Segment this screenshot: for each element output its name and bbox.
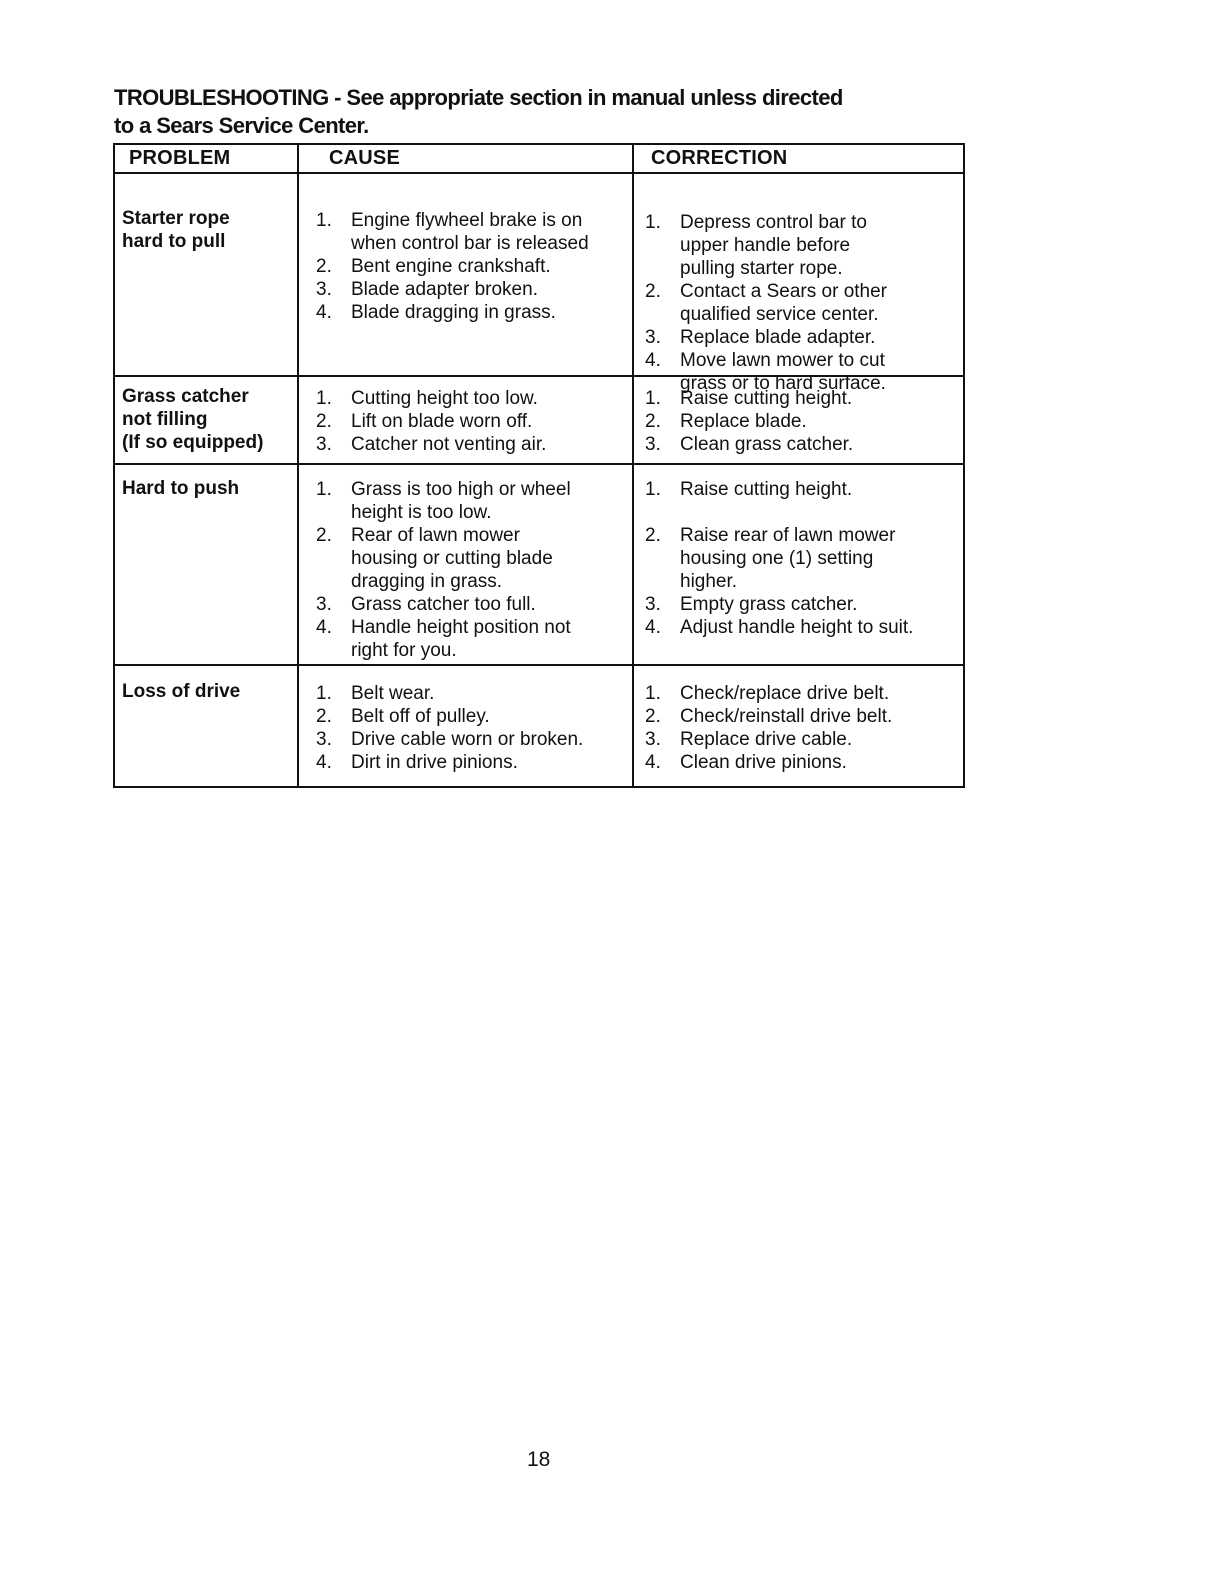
- item-number: 1.: [316, 388, 332, 409]
- cause-list: [316, 478, 631, 662]
- table-row: [115, 465, 963, 666]
- cause-item: [316, 209, 631, 255]
- correction-item: [645, 751, 963, 774]
- cause-item: [316, 255, 631, 278]
- cause-item: [316, 682, 631, 705]
- correction-list: [645, 387, 963, 456]
- correction-item: [645, 478, 963, 501]
- item-number: 2.: [316, 525, 332, 546]
- item-number: 3.: [316, 594, 332, 615]
- cause-item: [316, 410, 631, 433]
- item-number: 3.: [316, 279, 332, 300]
- item-text: Engine flywheel brake is on when control bar is released: [351, 210, 589, 254]
- item-text: Clean drive pinions.: [680, 752, 847, 773]
- correction-item: [645, 593, 963, 616]
- item-text: Grass catcher too full.: [351, 594, 536, 615]
- item-text: Raise rear of lawn mower housing one (1) setting higher.: [680, 525, 896, 592]
- cause-item: [316, 751, 631, 774]
- correction-list: [645, 478, 963, 639]
- item-number: 1.: [316, 683, 332, 704]
- correction-item: [645, 616, 963, 639]
- correction-item: [645, 682, 963, 705]
- item-text: Replace blade adapter.: [680, 327, 876, 348]
- heading-line-2: to a Sears Service Center.: [114, 113, 369, 138]
- correction-item: [645, 280, 963, 326]
- item-text: Replace drive cable.: [680, 729, 853, 750]
- item-text: Move lawn mower to cut grass or to hard surface.: [680, 350, 886, 394]
- item-number: 3.: [645, 327, 661, 348]
- item-text: Cutting height too low.: [351, 388, 538, 409]
- item-number: 2.: [316, 256, 332, 277]
- item-text: Clean grass catcher.: [680, 434, 854, 455]
- item-number: 1.: [316, 210, 332, 231]
- cause-item: [316, 478, 631, 524]
- cause-item: [316, 301, 631, 324]
- item-text: Belt off of pulley.: [351, 706, 490, 727]
- correction-item: [645, 326, 963, 349]
- page-number: 18: [527, 1448, 551, 1471]
- item-number: 1.: [645, 388, 661, 409]
- correction-item: [645, 410, 963, 433]
- cause-list: [316, 387, 631, 456]
- problem-cell: Grass catcher not filling (If so equipped): [122, 386, 264, 453]
- cause-item: [316, 278, 631, 301]
- item-number: 2.: [645, 281, 661, 302]
- table-row: [115, 174, 963, 394]
- page-heading: [114, 84, 974, 140]
- problem-cell: Loss of drive: [122, 681, 241, 702]
- item-text: Grass is too high or wheel height is too low.: [351, 479, 571, 523]
- correction-list: [645, 211, 963, 395]
- item-text: Adjust handle height to suit.: [680, 617, 914, 638]
- cause-item: [316, 433, 631, 456]
- item-number: 3.: [645, 729, 661, 750]
- item-text: Contact a Sears or other qualified service center.: [680, 281, 887, 325]
- item-number: 2.: [645, 525, 661, 546]
- item-number: 1.: [645, 683, 661, 704]
- item-text: Empty grass catcher.: [680, 594, 858, 615]
- item-number: 1.: [645, 479, 661, 500]
- item-text: Blade dragging in grass.: [351, 302, 556, 323]
- item-text: Depress control bar to upper handle before pulling starter rope.: [680, 212, 867, 279]
- item-text: Drive cable worn or broken.: [351, 729, 584, 750]
- correction-item: [645, 728, 963, 751]
- cause-item: [316, 387, 631, 410]
- item-text: Raise cutting height.: [680, 479, 853, 500]
- problem-cell: Starter rope hard to pull: [122, 208, 230, 252]
- item-number: 4.: [316, 752, 332, 773]
- correction-item: [645, 211, 963, 280]
- cause-item: [316, 524, 631, 593]
- cause-item: [316, 593, 631, 616]
- cause-item: [316, 728, 631, 751]
- item-number: 4.: [645, 752, 661, 773]
- table-row: [115, 377, 963, 465]
- item-number: 3.: [316, 729, 332, 750]
- problem-cell: Hard to push: [122, 478, 240, 499]
- cause-list: [316, 682, 631, 774]
- item-number: 4.: [645, 617, 661, 638]
- item-text: Raise cutting height.: [680, 388, 853, 409]
- item-number: 2.: [645, 411, 661, 432]
- header-correction: CORRECTION: [651, 147, 788, 169]
- item-text: Catcher not venting air.: [351, 434, 547, 455]
- header-problem: PROBLEM: [129, 147, 231, 169]
- correction-item: [645, 433, 963, 456]
- cause-item: [316, 705, 631, 728]
- item-number: 2.: [316, 706, 332, 727]
- item-text: Rear of lawn mower housing or cutting blade dragging in grass.: [351, 525, 553, 592]
- item-text: Belt wear.: [351, 683, 435, 704]
- item-text: Bent engine crankshaft.: [351, 256, 551, 277]
- heading-line-1: TROUBLESHOOTING - See appropriate section in manual unless directed: [114, 85, 843, 110]
- item-number: 1.: [316, 479, 332, 500]
- troubleshooting-table: [113, 143, 965, 788]
- item-text: Dirt in drive pinions.: [351, 752, 518, 773]
- correction-item: [645, 387, 963, 410]
- correction-item: [645, 705, 963, 728]
- item-text: Check/reinstall drive belt.: [680, 706, 893, 727]
- table-header-row: [115, 145, 963, 174]
- item-text: Lift on blade worn off.: [351, 411, 533, 432]
- item-number: 3.: [645, 434, 661, 455]
- cause-list: [316, 209, 631, 324]
- item-number: 4.: [316, 302, 332, 323]
- header-cause: CAUSE: [329, 147, 401, 169]
- item-text: Replace blade.: [680, 411, 807, 432]
- item-number: 3.: [316, 434, 332, 455]
- correction-item: [645, 524, 963, 593]
- item-number: 2.: [645, 706, 661, 727]
- table-row: [115, 666, 963, 786]
- item-number: 4.: [316, 617, 332, 638]
- item-number: 1.: [645, 212, 661, 233]
- item-text: Check/replace drive belt.: [680, 683, 890, 704]
- item-number: 4.: [645, 350, 661, 371]
- item-number: 3.: [645, 594, 661, 615]
- correction-list: [645, 682, 963, 774]
- cause-item: [316, 616, 631, 662]
- item-text: Blade adapter broken.: [351, 279, 538, 300]
- item-text: Handle height position not right for you.: [351, 617, 571, 661]
- item-number: 2.: [316, 411, 332, 432]
